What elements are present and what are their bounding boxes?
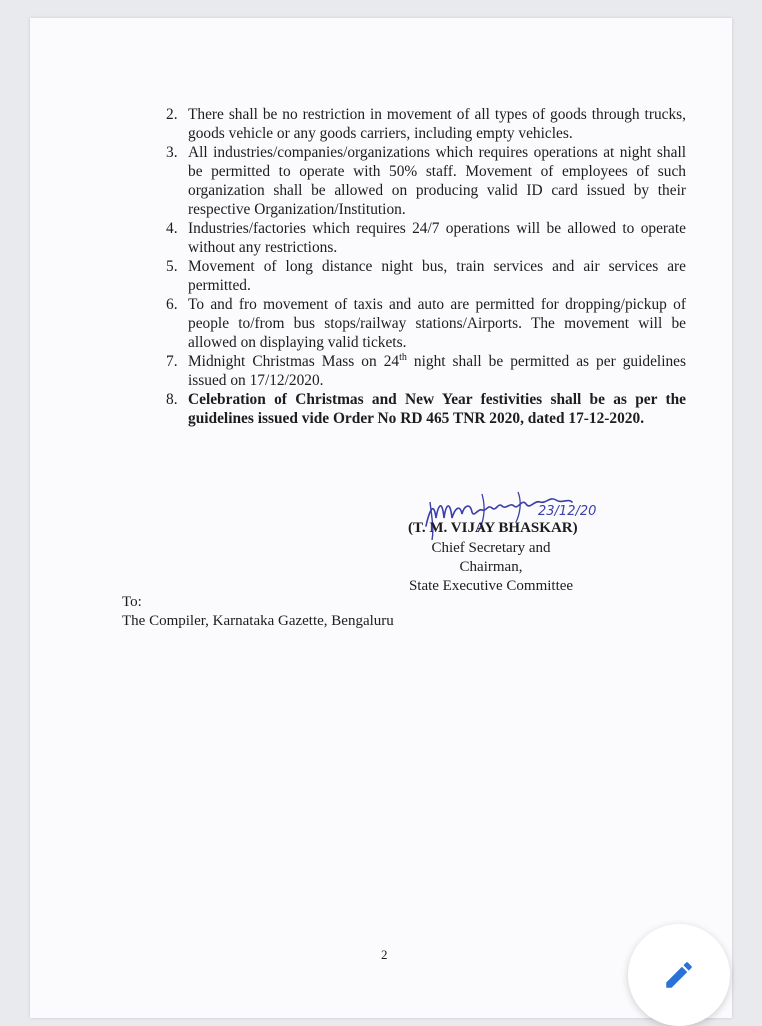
- list-item: [166, 219, 686, 257]
- recipient-block: [122, 593, 394, 631]
- item-text: To and fro movement of taxis and auto are permitted for dropping/pickup of people to/from bus stops/railway stations/Airports. The movement will be allowed on displaying valid tickets.: [188, 296, 686, 351]
- item-number: 3.: [166, 144, 178, 161]
- document-page: [30, 18, 732, 1018]
- item-text: There shall be no restriction in movement of all types of goods through trucks, goods vehicle or any goods carriers, including empty vehicles.: [188, 106, 686, 142]
- edit-button[interactable]: [628, 924, 730, 1026]
- item-text: Industries/factories which requires 24/7 operations will be allowed to operate without any restrictions.: [188, 220, 686, 256]
- list-item: [166, 390, 686, 428]
- signature-date: 23/12/20: [538, 504, 597, 519]
- signatory-name: (T. M. VIJAY BHASKAR): [408, 520, 578, 536]
- designation-line: State Executive Committee: [408, 578, 574, 594]
- edit-pencil-icon: [662, 958, 696, 992]
- item-number: 4.: [166, 220, 178, 237]
- order-items-list: [166, 105, 686, 428]
- item-superscript: th: [399, 351, 407, 363]
- list-item: [166, 143, 686, 219]
- list-item: [166, 352, 686, 390]
- item-number: 7.: [166, 353, 178, 370]
- list-item: [166, 105, 686, 143]
- item-text: Celebration of Christmas and New Year festivities shall be as per the guidelines issued vide Order No RD 465 TNR 2020, dated 17-12-2020.: [188, 391, 686, 427]
- item-text: All industries/companies/organizations which requires operations at night shall be permitted to operate with 50% staff. Movement of employees of such organization shall be allowed on producing valid ID card issued by their respective Organization/Institution.: [188, 144, 686, 218]
- item-number: 5.: [166, 258, 178, 275]
- signatory-designation: [400, 539, 582, 596]
- item-number: 6.: [166, 296, 178, 313]
- recipient-address: The Compiler, Karnataka Gazette, Bengaluru: [122, 613, 394, 629]
- list-item: [166, 295, 686, 352]
- list-item: [166, 257, 686, 295]
- item-text: Movement of long distance night bus, train services and air services are permitted.: [188, 258, 686, 294]
- item-number: 2.: [166, 106, 178, 123]
- item-text-before: Midnight Christmas Mass on 24: [188, 353, 400, 370]
- designation-line: Chief Secretary and Chairman,: [431, 540, 551, 575]
- item-number: 8.: [166, 391, 178, 408]
- item-text-after: night shall be permitted as per guidelines issued on 17/12/2020.: [188, 353, 686, 389]
- to-label: To:: [122, 594, 142, 610]
- page-number: 2: [381, 947, 388, 962]
